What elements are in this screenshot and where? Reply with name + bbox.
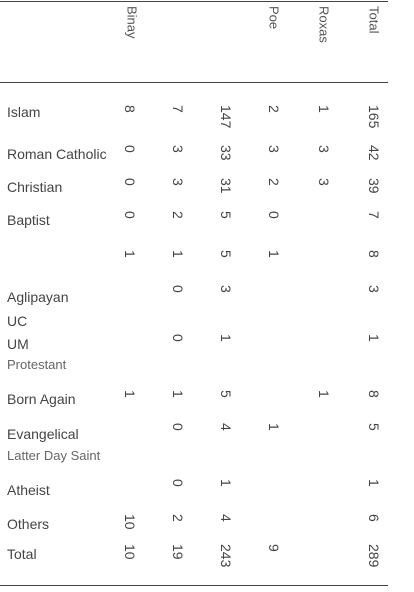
row-label: UM bbox=[7, 336, 29, 352]
table-cell bbox=[169, 178, 187, 212]
table-cell bbox=[169, 334, 187, 368]
table-cell bbox=[169, 211, 187, 245]
cell-value: 8 bbox=[366, 390, 382, 398]
cell-value: 3 bbox=[170, 145, 186, 153]
row-label: Roman Catholic bbox=[7, 146, 107, 162]
cell-value: 0 bbox=[266, 211, 282, 219]
table-cell bbox=[217, 285, 235, 319]
table-cell bbox=[315, 178, 333, 212]
cell-value: 1 bbox=[316, 390, 332, 398]
table-cell bbox=[365, 390, 383, 424]
table-cell bbox=[365, 178, 383, 212]
table-cell bbox=[121, 145, 139, 179]
table-cell bbox=[121, 514, 139, 548]
table-cell bbox=[365, 145, 383, 179]
cell-value: 1 bbox=[218, 334, 234, 342]
cell-value: 10 bbox=[122, 544, 138, 560]
cell-value: 1 bbox=[170, 250, 186, 258]
table-cell bbox=[217, 544, 235, 578]
table-cell bbox=[217, 334, 235, 368]
cell-value: 243 bbox=[218, 544, 234, 568]
table-cell bbox=[365, 479, 383, 513]
table-cell bbox=[121, 178, 139, 212]
table-cell bbox=[121, 211, 139, 245]
column-header-poe bbox=[265, 6, 283, 78]
table-cell bbox=[365, 211, 383, 245]
cell-value: 2 bbox=[170, 211, 186, 219]
row-label: Evangelical bbox=[7, 426, 79, 442]
table-cell bbox=[315, 479, 333, 513]
cell-value: 1 bbox=[266, 423, 282, 431]
table-cell bbox=[169, 544, 187, 578]
table-cell bbox=[121, 105, 139, 139]
row-label: Baptist bbox=[7, 212, 50, 228]
cell-value: 147 bbox=[218, 105, 234, 129]
table-cell bbox=[169, 285, 187, 319]
cell-value: 6 bbox=[366, 514, 382, 522]
cell-value: 5 bbox=[366, 423, 382, 431]
column-header-binay bbox=[123, 6, 141, 78]
table-bottom-rule bbox=[0, 585, 388, 586]
column-header-text: Poe bbox=[266, 6, 282, 30]
table-cell bbox=[315, 390, 333, 424]
cell-value: 0 bbox=[170, 334, 186, 342]
cell-value: 9 bbox=[266, 544, 282, 552]
row-label: Atheist bbox=[7, 482, 50, 498]
row-label: UC bbox=[7, 313, 28, 329]
cell-value: 3 bbox=[366, 285, 382, 293]
table-cell bbox=[121, 544, 139, 578]
table-cell bbox=[217, 105, 235, 139]
cell-value: 2 bbox=[170, 514, 186, 522]
column-header-3 bbox=[217, 6, 235, 78]
row-label: Total bbox=[7, 546, 37, 562]
table-cell bbox=[315, 211, 333, 245]
cell-value: 2 bbox=[266, 178, 282, 186]
row-label: Latter Day Saint bbox=[7, 448, 101, 463]
table-cell bbox=[315, 423, 333, 457]
table-cell bbox=[365, 250, 383, 284]
cell-value: 31 bbox=[218, 178, 234, 194]
table-cell bbox=[217, 514, 235, 548]
cell-value: 7 bbox=[366, 211, 382, 219]
table-cell bbox=[169, 250, 187, 284]
cell-value: 5 bbox=[218, 211, 234, 219]
cell-value: 10 bbox=[122, 514, 138, 530]
table-cell bbox=[265, 334, 283, 368]
table-cell bbox=[265, 105, 283, 139]
table-cell bbox=[315, 514, 333, 548]
table-cell bbox=[265, 211, 283, 245]
table-cell bbox=[169, 105, 187, 139]
cell-value: 1 bbox=[122, 250, 138, 258]
cell-value: 0 bbox=[170, 285, 186, 293]
cell-value: 1 bbox=[366, 479, 382, 487]
table-cell bbox=[121, 423, 139, 457]
table-cell bbox=[265, 514, 283, 548]
table-cell bbox=[265, 390, 283, 424]
table-cell bbox=[217, 390, 235, 424]
cell-value: 3 bbox=[316, 145, 332, 153]
table-cell bbox=[365, 285, 383, 319]
cell-value: 8 bbox=[366, 250, 382, 258]
row-label: Islam bbox=[7, 104, 41, 120]
cell-value: 3 bbox=[218, 285, 234, 293]
cell-value: 33 bbox=[218, 145, 234, 161]
table-cell bbox=[217, 178, 235, 212]
cell-value: 3 bbox=[170, 178, 186, 186]
cell-value: 4 bbox=[218, 514, 234, 522]
cell-value: 3 bbox=[316, 178, 332, 186]
cell-value: 0 bbox=[170, 423, 186, 431]
row-label: Protestant bbox=[7, 357, 67, 372]
cell-value: 0 bbox=[170, 479, 186, 487]
cell-value: 8 bbox=[122, 105, 138, 113]
column-header-roxas bbox=[315, 6, 333, 78]
cell-value: 19 bbox=[170, 544, 186, 560]
table-cell bbox=[265, 250, 283, 284]
column-header-text: Binay bbox=[124, 6, 140, 39]
table-cell bbox=[169, 514, 187, 548]
cell-value: 1 bbox=[366, 334, 382, 342]
cell-value: 1 bbox=[218, 479, 234, 487]
row-label: Aglipayan bbox=[7, 289, 69, 305]
table-cell bbox=[265, 544, 283, 578]
cell-value: 4 bbox=[218, 423, 234, 431]
cell-value: 289 bbox=[366, 544, 382, 568]
table-cell bbox=[265, 479, 283, 513]
column-header-2 bbox=[169, 6, 187, 78]
table-cell bbox=[121, 390, 139, 424]
table-cell bbox=[265, 285, 283, 319]
cell-value: 2 bbox=[266, 105, 282, 113]
cell-value: 165 bbox=[366, 105, 382, 129]
table-cell bbox=[217, 479, 235, 513]
table-cell bbox=[315, 145, 333, 179]
row-label: Born Again bbox=[7, 391, 76, 407]
table-cell bbox=[169, 145, 187, 179]
cell-value: 5 bbox=[218, 390, 234, 398]
table-cell bbox=[315, 105, 333, 139]
row-label: Christian bbox=[7, 179, 63, 195]
cell-value: 3 bbox=[266, 145, 282, 153]
row-label: Others bbox=[7, 516, 50, 532]
table-cell bbox=[315, 250, 333, 284]
table-cell bbox=[365, 544, 383, 578]
table-cell bbox=[121, 250, 139, 284]
cell-value: 0 bbox=[122, 178, 138, 186]
cell-value: 0 bbox=[122, 211, 138, 219]
table-top-rule bbox=[0, 1, 388, 2]
table-cell bbox=[121, 479, 139, 513]
cell-value: 1 bbox=[170, 390, 186, 398]
table-cell bbox=[169, 423, 187, 457]
cell-value: 42 bbox=[366, 145, 382, 161]
table-cell bbox=[365, 423, 383, 457]
table-cell bbox=[265, 423, 283, 457]
cell-value: 1 bbox=[122, 390, 138, 398]
column-header-text: Roxas bbox=[316, 6, 332, 43]
cell-value: 7 bbox=[170, 105, 186, 113]
table-cell bbox=[217, 145, 235, 179]
column-header-text: Total bbox=[366, 6, 382, 34]
table-cell bbox=[265, 178, 283, 212]
table-cell bbox=[169, 479, 187, 513]
cell-value: 1 bbox=[266, 250, 282, 258]
column-header-total bbox=[365, 6, 383, 78]
cell-value: 39 bbox=[366, 178, 382, 194]
cell-value: 0 bbox=[122, 145, 138, 153]
table-cell bbox=[365, 514, 383, 548]
table-cell bbox=[265, 145, 283, 179]
table-cell bbox=[315, 334, 333, 368]
table-cell bbox=[169, 390, 187, 424]
table-cell bbox=[217, 250, 235, 284]
table-cell bbox=[217, 423, 235, 457]
cell-value: 5 bbox=[218, 250, 234, 258]
table-cell bbox=[121, 334, 139, 368]
table-cell bbox=[217, 211, 235, 245]
header-separator-rule bbox=[0, 82, 388, 83]
table-cell bbox=[121, 285, 139, 319]
table-cell bbox=[365, 334, 383, 368]
table-cell bbox=[315, 285, 333, 319]
cell-value: 1 bbox=[316, 105, 332, 113]
table-cell bbox=[365, 105, 383, 139]
table-cell bbox=[315, 544, 333, 578]
